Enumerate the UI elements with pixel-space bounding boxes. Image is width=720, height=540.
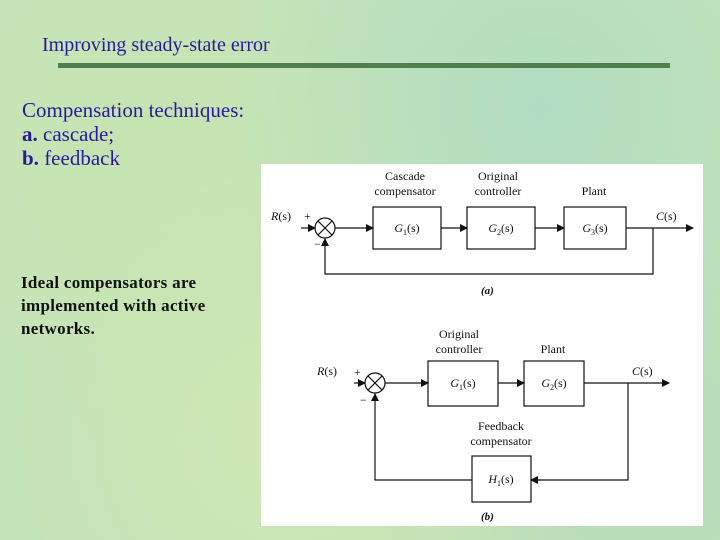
a-g1-letter: G	[394, 221, 403, 235]
a-plus-sign: +	[304, 209, 311, 223]
b-h1-letter: H	[488, 472, 497, 486]
item-b-letter: b.	[22, 146, 39, 170]
a-g2-label	[488, 221, 513, 237]
b-g1-label	[450, 376, 475, 392]
b-h1-arg: (s)	[501, 472, 514, 486]
a-g2-sub: 2	[497, 228, 501, 237]
b-h1-sub: 1	[497, 479, 501, 488]
a-g1-arg: (s)	[407, 221, 420, 235]
b-path-to-h1	[531, 383, 628, 480]
a-output-s: (s)	[664, 209, 677, 223]
a-input-s: (s)	[278, 209, 292, 223]
a-input-label	[270, 209, 291, 223]
b-output-C: C	[632, 364, 641, 378]
title-underline	[58, 63, 670, 68]
item-a	[22, 122, 252, 146]
a-cascade-label-1: Cascade	[385, 169, 425, 183]
a-g3-arg: (s)	[595, 221, 608, 235]
block-diagram-svg	[261, 164, 703, 526]
b-original-label-1: Original	[439, 327, 479, 341]
a-caption: (a)	[481, 285, 494, 297]
b-g1-letter: G	[450, 376, 459, 390]
a-original-label-2: controller	[474, 184, 522, 198]
a-minus-sign: −	[314, 237, 321, 251]
a-original-label-1: Original	[478, 169, 518, 183]
b-feedback-path	[375, 394, 472, 480]
b-original-label-2: controller	[435, 342, 483, 356]
a-g1-sub: 1	[403, 228, 407, 237]
a-output-C: C	[656, 209, 665, 223]
a-cascade-label-2: compensator	[374, 184, 436, 198]
a-input-R: R	[271, 209, 279, 223]
b-plant-label: Plant	[540, 342, 566, 356]
b-g2-letter: G	[541, 376, 550, 390]
note-text: Ideal compensators are implemented with active networks.	[21, 273, 206, 338]
item-a-letter: a.	[22, 122, 38, 146]
b-g1-sub: 1	[459, 383, 463, 392]
b-g2-arg: (s)	[554, 376, 567, 390]
a-plant-label: Plant	[581, 184, 607, 198]
b-input-R: R	[317, 364, 325, 378]
item-a-text: cascade;	[43, 122, 115, 146]
bullet-list	[22, 98, 252, 170]
a-g1-label	[394, 221, 419, 237]
a-g3-letter: G	[582, 221, 591, 235]
b-g2-sub: 2	[550, 383, 554, 392]
b-g2-label	[541, 376, 566, 392]
b-output-s: (s)	[640, 364, 653, 378]
b-output-label	[632, 364, 653, 378]
a-g2-letter: G	[488, 221, 497, 235]
b-feedback-label-2: compensator	[470, 434, 532, 448]
b-input-label	[316, 364, 337, 378]
intro-text: Compensation techniques:	[22, 98, 245, 122]
item-b-text: feedback	[44, 146, 120, 170]
b-feedback-label-1: Feedback	[478, 419, 524, 433]
b-g1-arg: (s)	[463, 376, 476, 390]
a-output-label	[656, 209, 677, 223]
b-input-s: (s)	[324, 364, 338, 378]
a-g2-arg: (s)	[501, 221, 514, 235]
b-h1-label	[487, 472, 513, 488]
a-g3-label	[582, 221, 607, 237]
slide-title: Improving steady-state error	[42, 34, 270, 56]
block-diagram-figure	[261, 164, 703, 526]
item-b	[22, 146, 252, 170]
b-minus-sign: −	[360, 393, 367, 407]
a-g3-sub: 3	[591, 228, 595, 237]
b-caption: (b)	[481, 511, 494, 523]
b-plus-sign: +	[354, 365, 361, 379]
